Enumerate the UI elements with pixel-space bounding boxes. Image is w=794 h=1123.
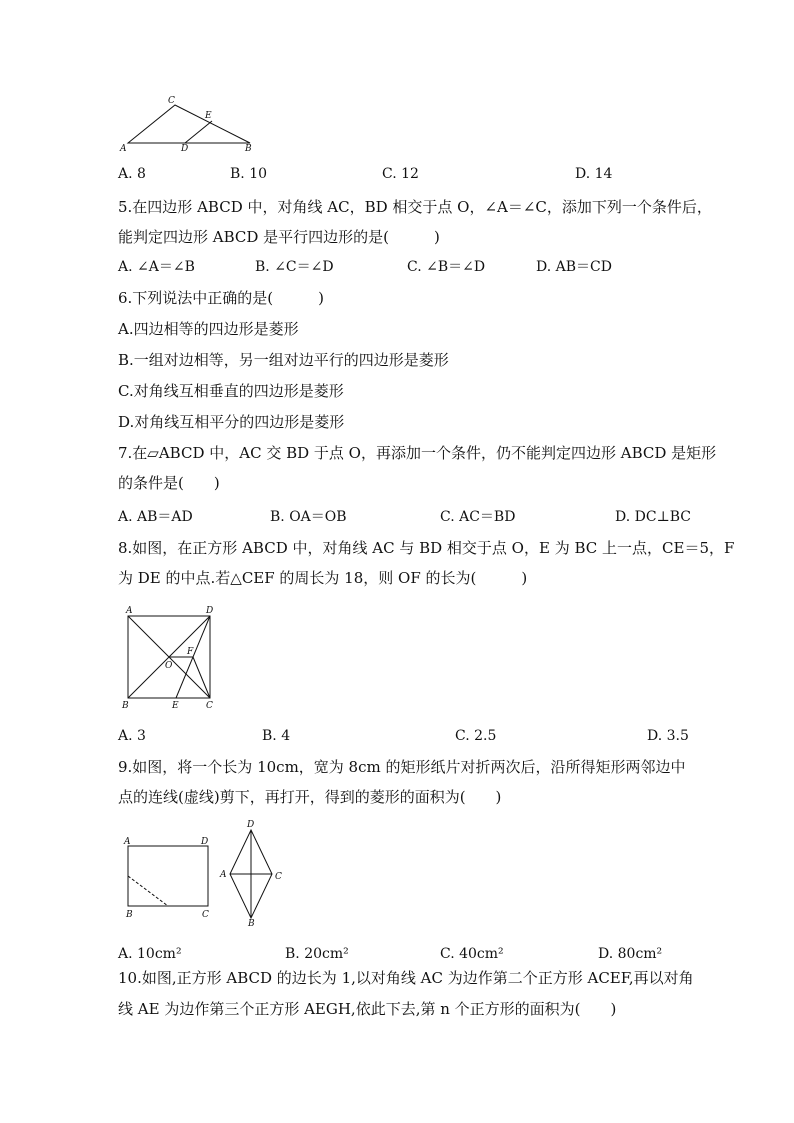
- q7-option-d: D. DC⊥BC: [615, 509, 691, 525]
- q4-triangle-abc: [128, 105, 250, 143]
- q9-option-b: B. 20cm²: [285, 946, 349, 962]
- q9-rhombus-label-b: B: [248, 919, 255, 928]
- q6-option-d: D.对角线互相平分的四边形是菱形: [118, 413, 345, 431]
- q10-stem-line1: 10.如图,正方形 ABCD 的边长为 1,以对角线 AC 为边作第二个正方形 ACEF,再以对角: [118, 969, 694, 987]
- q8-stem-line1: 8.如图，在正方形 ABCD 中，对角线 AC 与 BD 相交于点 O，E 为 BC 上一点，CE＝5，F: [118, 539, 735, 557]
- q8-label-a: A: [126, 606, 133, 616]
- q5-option-a: A. ∠A＝∠B: [118, 259, 195, 275]
- q5-stem-line1: 5.在四边形 ABCD 中，对角线 AC，BD 相交于点 O，∠A＝∠C，添加下列一个条件后，: [118, 198, 712, 216]
- q4-option-c: C. 12: [382, 166, 419, 182]
- q9-rhombus-label-a: A: [220, 870, 227, 880]
- q8-option-c: C. 2.5: [455, 728, 497, 744]
- q4-option-a: A. 8: [118, 166, 146, 182]
- q9-rhombus-label-c: C: [275, 872, 282, 882]
- q4-label-a: A: [120, 144, 127, 153]
- q4-label-c: C: [168, 96, 175, 106]
- q7-stem-line1: 7.在▱ABCD 中，AC 交 BD 于点 O，再添加一个条件，仍不能判定四边形 ABCD 是矩形: [118, 444, 717, 462]
- q9-stem-line2: 点的连线(虚线)剪下，再打开，得到的菱形的面积为( ): [118, 788, 502, 806]
- q8-segment-cf: [193, 657, 210, 698]
- q7-option-c: C. AC＝BD: [440, 509, 516, 525]
- q9-rhombus-figure: [218, 818, 288, 928]
- q9-rectangle-figure: [118, 834, 218, 920]
- q5-stem-line2: 能判定四边形 ABCD 是平行四边形的是( ): [118, 228, 440, 246]
- q9-option-c: C. 40cm²: [440, 946, 504, 962]
- q5-option-b: B. ∠C＝∠D: [255, 259, 334, 275]
- q8-option-a: A. 3: [118, 728, 146, 744]
- q9-rectangle-abcd: [128, 846, 208, 906]
- q8-option-b: B. 4: [262, 728, 291, 744]
- q4-label-d: D: [181, 144, 189, 153]
- q8-option-d: D. 3.5: [647, 728, 689, 744]
- q6-stem: 6.下列说法中正确的是( ): [118, 289, 325, 307]
- q4-option-b: B. 10: [230, 166, 268, 182]
- q8-label-b: B: [122, 701, 129, 711]
- q4-label-b: B: [245, 144, 252, 153]
- q7-option-a: A. AB＝AD: [118, 509, 193, 525]
- q8-label-o: O: [165, 661, 173, 671]
- q9-stem-line1: 9.如图，将一个长为 10cm，宽为 8cm 的矩形纸片对折两次后，沿所得矩形两邻边中: [118, 758, 686, 776]
- q8-label-d: D: [206, 606, 214, 616]
- q8-label-e: E: [172, 701, 179, 711]
- q7-stem-line2: 的条件是( ): [118, 474, 220, 492]
- q9-rect-label-d: D: [201, 837, 209, 847]
- q9-rect-label-c: C: [202, 910, 209, 920]
- q6-option-c: C.对角线互相垂直的四边形是菱形: [118, 382, 344, 400]
- q8-label-f: F: [187, 647, 194, 657]
- q6-option-a: A.四边相等的四边形是菱形: [118, 320, 299, 338]
- q9-option-d: D. 80cm²: [598, 946, 663, 962]
- q4-triangle-figure: [118, 95, 263, 153]
- q4-option-d: D. 14: [575, 166, 613, 182]
- q8-square-figure: [118, 604, 228, 712]
- q9-cut-line: [128, 876, 168, 906]
- q7-option-b: B. OA＝OB: [270, 509, 347, 525]
- q9-option-a: A. 10cm²: [118, 946, 182, 962]
- q9-rect-label-b: B: [126, 910, 133, 920]
- q9-rhombus-label-d: D: [247, 820, 255, 830]
- q8-label-c: C: [206, 701, 213, 711]
- q4-segment-de: [185, 121, 212, 143]
- q9-rect-label-a: A: [124, 837, 131, 847]
- q8-stem-line2: 为 DE 的中点.若△CEF 的周长为 18，则 OF 的长为( ): [118, 569, 528, 587]
- q6-option-b: B.一组对边相等，另一组对边平行的四边形是菱形: [118, 351, 449, 369]
- q10-stem-line2: 线 AE 为边作第三个正方形 AEGH,依此下去,第 n 个正方形的面积为( ): [118, 1000, 617, 1018]
- q5-option-c: C. ∠B＝∠D: [407, 259, 486, 275]
- q4-label-e: E: [205, 111, 212, 121]
- q5-option-d: D. AB＝CD: [536, 259, 612, 275]
